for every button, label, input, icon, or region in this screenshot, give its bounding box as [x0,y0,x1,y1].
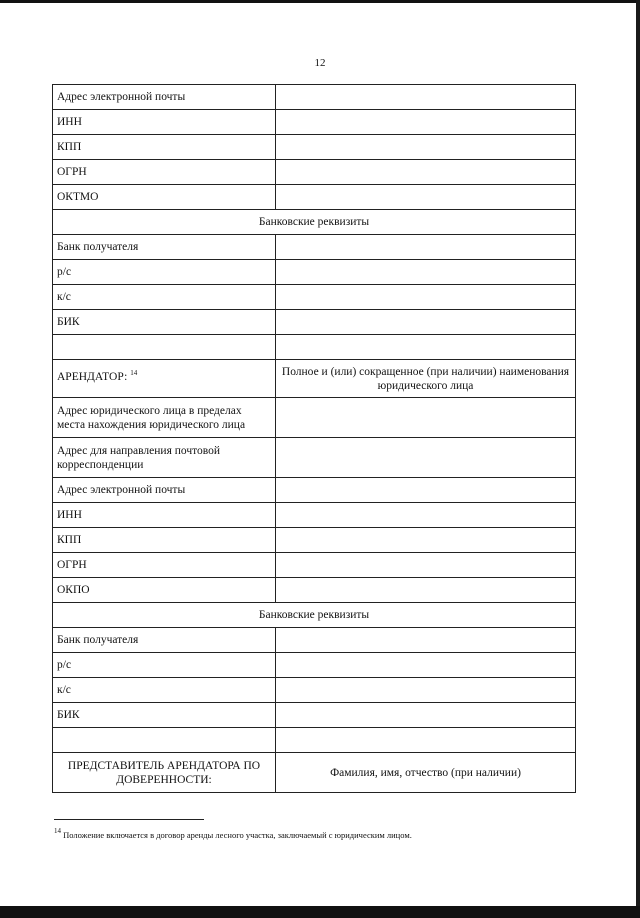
field-value[interactable] [276,503,576,528]
field-label-text: к/с [57,684,71,696]
form-row [53,578,576,603]
field-label [53,628,276,653]
field-value[interactable] [276,728,576,753]
field-label-text: Адрес юридического лица в пределах места нахождения юридического лица [57,404,246,431]
footnote-divider [54,819,204,820]
footnote-text: Положение включается в договор аренды лесного участка, заключаемый с юридическим лицом. [63,830,412,840]
field-label [53,335,276,360]
field-label-text: Банк получателя [57,241,139,253]
field-value[interactable] [276,678,576,703]
field-label [53,110,276,135]
field-label-text: р/с [57,659,72,671]
field-label-text: Адрес для направления почтовой корреспонденции [57,444,221,471]
form-row [53,438,576,478]
field-value[interactable] [276,578,576,603]
field-label-text: ПРЕДСТАВИТЕЛЬ АРЕНДАТОРА ПО ДОВЕРЕННОСТИ: [67,759,261,786]
form-row [53,478,576,503]
field-label-text: КПП [57,141,82,153]
form-row [53,360,576,398]
field-value[interactable] [276,85,576,110]
field-value[interactable] [276,438,576,478]
form-row [53,753,576,793]
form-row [53,335,576,360]
field-label [53,503,276,528]
form-row [53,728,576,753]
section-title: Банковские реквизиты [53,603,576,628]
field-label [53,285,276,310]
field-value[interactable] [276,310,576,335]
field-label-text: БИК [57,709,80,721]
field-label [53,438,276,478]
requisites-table [52,84,576,793]
field-label [53,528,276,553]
field-label [53,703,276,728]
field-value[interactable] [276,110,576,135]
field-value[interactable] [276,335,576,360]
form-row [53,260,576,285]
form-row [53,653,576,678]
field-label [53,653,276,678]
section-header-row [53,603,576,628]
form-row [53,235,576,260]
footnote [54,826,614,841]
field-label [53,310,276,335]
field-label-text: ОГРН [57,166,87,178]
form-row [53,310,576,335]
field-value[interactable] [276,628,576,653]
field-label [53,160,276,185]
form-row [53,85,576,110]
field-value[interactable] [276,478,576,503]
field-label-text: ИНН [57,116,82,128]
scan-border-right [636,0,640,918]
field-value[interactable] [276,285,576,310]
footnote-marker: 14 [54,827,61,835]
requisites-table-body [53,85,576,793]
field-label [53,235,276,260]
field-label [53,85,276,110]
field-label [53,678,276,703]
scan-border-bottom [0,906,640,918]
field-value[interactable] [276,235,576,260]
field-label-text: КПП [57,534,82,546]
field-label [53,260,276,285]
field-label [53,578,276,603]
field-label-text: Адрес электронной почты [57,484,186,496]
form-row [53,398,576,438]
field-label-text: ОКПО [57,584,90,596]
field-value[interactable] [276,703,576,728]
field-value[interactable] [276,185,576,210]
field-label-text: Адрес электронной почты [57,91,186,103]
field-value[interactable] [276,135,576,160]
field-value[interactable] [276,553,576,578]
section-header-row [53,210,576,235]
field-label [53,728,276,753]
field-caption: Фамилия, имя, отчество (при наличии) [276,753,576,793]
form-row [53,185,576,210]
field-label-text: ИНН [57,509,82,521]
field-label [53,185,276,210]
field-label-text: к/с [57,291,71,303]
form-row [53,503,576,528]
field-caption: Полное и (или) сокращенное (при наличии) наименования юридического лица [276,360,576,398]
field-label [53,398,276,438]
form-row [53,628,576,653]
form-row [53,678,576,703]
form-row [53,703,576,728]
form-row [53,553,576,578]
page-number: 12 [314,57,326,69]
field-value[interactable] [276,528,576,553]
field-label-text: БИК [57,316,80,328]
field-value[interactable] [276,653,576,678]
section-title: Банковские реквизиты [53,210,576,235]
form-row [53,135,576,160]
field-label-text: ОКТМО [57,191,99,203]
field-label-text: р/с [57,266,72,278]
form-row [53,528,576,553]
field-value[interactable] [276,260,576,285]
field-value[interactable] [276,398,576,438]
field-label [53,135,276,160]
form-row [53,160,576,185]
field-value[interactable] [276,160,576,185]
field-label-text: ОГРН [57,559,87,571]
scan-border-top [0,0,640,3]
field-label [53,753,276,793]
field-label-text: Банк получателя [57,634,139,646]
field-label [53,360,276,398]
footnote-reference: 14 [130,369,138,377]
field-label [53,478,276,503]
field-label-text: АРЕНДАТОР: [57,371,128,383]
form-row [53,110,576,135]
field-label [53,553,276,578]
form-row [53,285,576,310]
